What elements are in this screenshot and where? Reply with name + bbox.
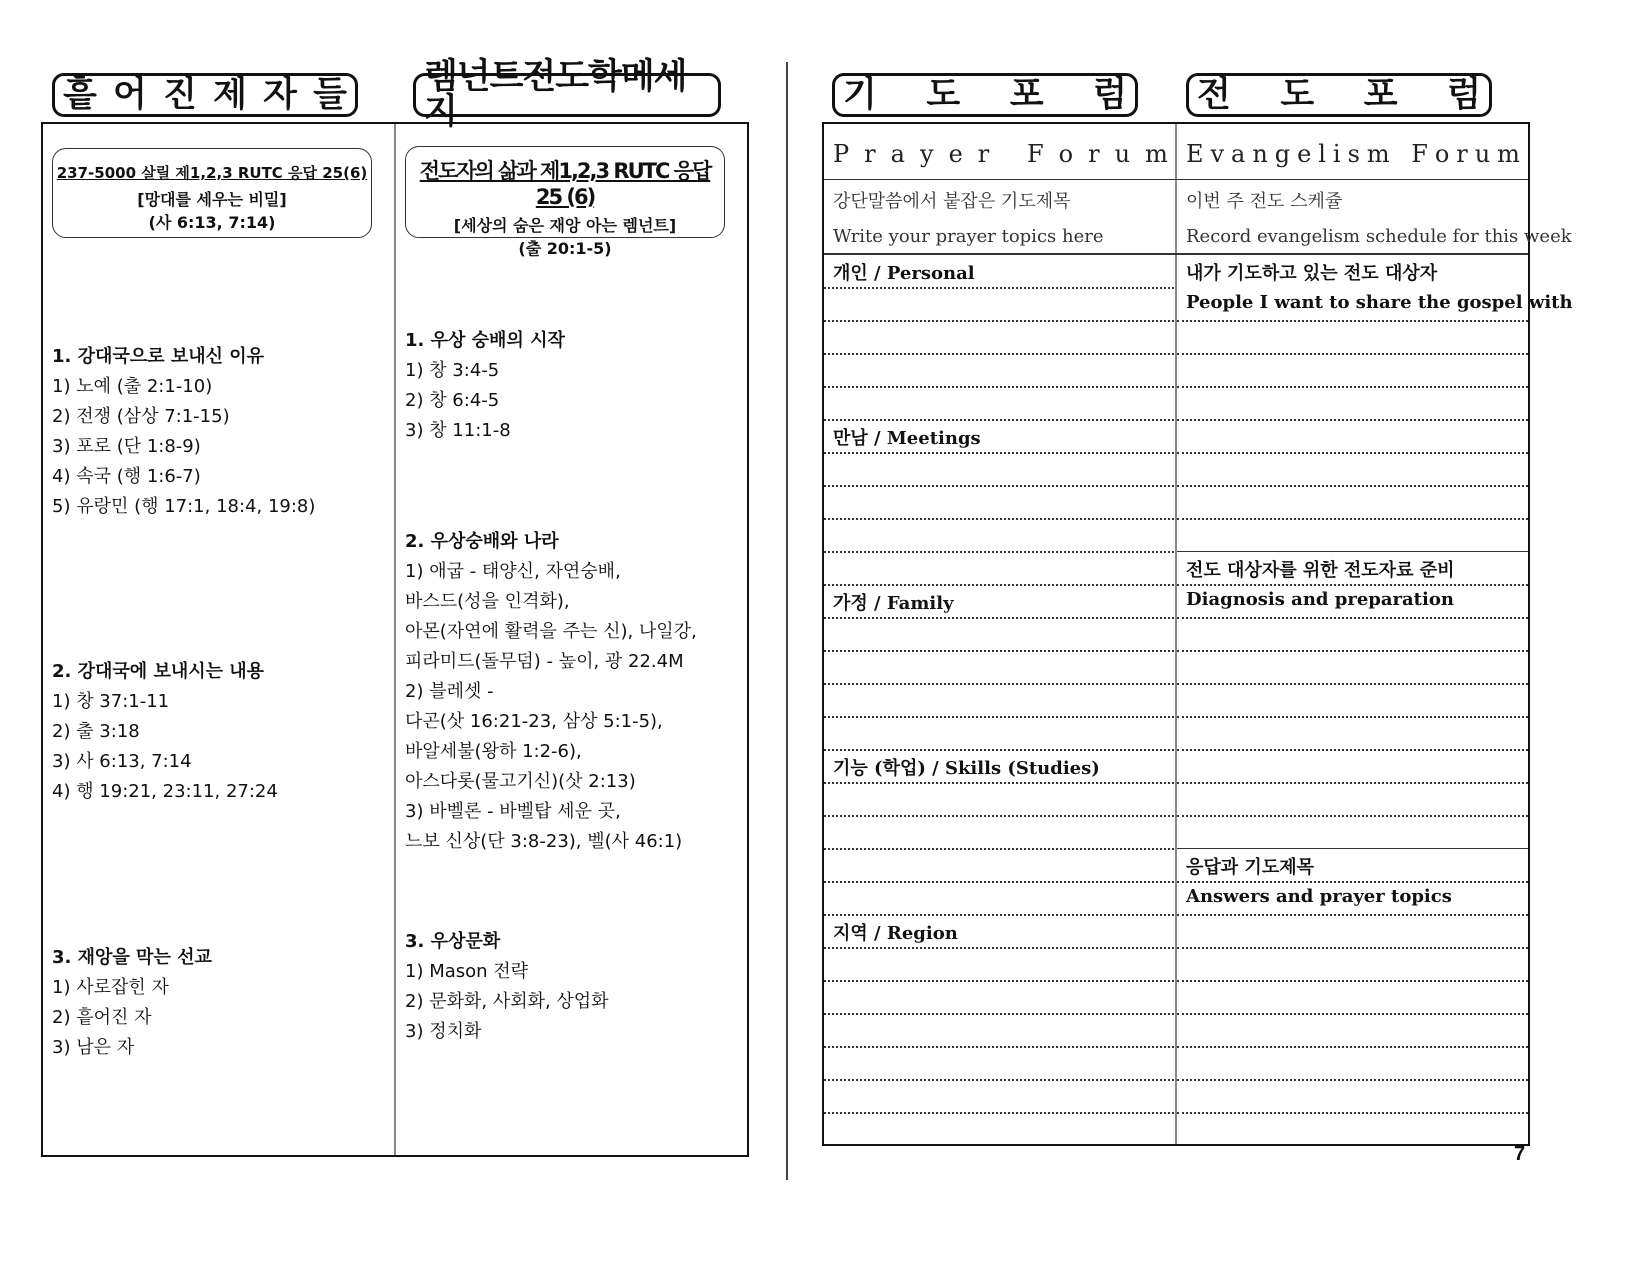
col1-section-3-item: 2) 흩어진 자 [52,1007,152,1028]
evangelism-title-letter-7: i [1332,140,1341,168]
header-scattered-disciples [52,73,358,117]
evangelism-dotted-line [1177,1046,1528,1048]
prayer-title-letter-5: r [977,140,990,168]
prayer-dotted-line [824,1046,1174,1048]
prayer-title-letter-3: y [920,140,934,168]
prayer-dotted-line [824,485,1174,487]
prayer-dotted-line [824,947,1174,949]
col1-ref: (사 6:13, 7:14) [148,213,276,232]
header-prayer-char-2: 포 [1009,74,1044,115]
col2-section-2-item: 느보 신상(단 3:8-23), 벨(사 46:1) [405,831,683,852]
prayer-label-family: 가정 / Family [833,593,954,614]
evangelism-dotted-line [1177,485,1528,487]
header-left-char-5: 들 [313,74,347,115]
header-remnant-message-text: 렘넌트전도학메세지 [424,57,687,132]
prayer-dotted-line [824,881,1174,883]
header-left-char-4: 자 [263,74,297,115]
prayer-title-letter-7: F [1026,140,1044,168]
col1-section-2-item: 2) 출 3:18 [52,721,140,742]
col1-section-1-item: 3) 포로 (단 1:8-9) [52,436,201,457]
evangelism-dotted-line [1177,386,1528,388]
evangelism-label-answers-en: Answers and prayer topics [1186,886,1452,907]
prayer-title-letter-6 [1004,140,1012,168]
evangelism-title-letter-11: F [1411,140,1428,168]
col2-section-2-item: 3) 바벨론 - 바벨탑 세운 곳, [405,801,621,822]
evangelism-title-letter-8: s [1347,140,1360,168]
prayer-dotted-line [824,683,1174,685]
prayer-dotted-line [824,1013,1174,1015]
evangelism-title-letter-5: e [1297,140,1312,168]
col1-section-3-item: 3) 남은 자 [52,1037,135,1058]
evangelism-dotted-line [1177,1013,1528,1015]
header-left-char-0: 흩 [63,74,97,115]
prayer-dotted-line [824,617,1174,619]
prayer-dotted-line [824,848,1174,850]
prayer-dotted-line [824,716,1174,718]
evangelism-group-rule [1177,848,1528,849]
evangelism-dotted-line [1177,650,1528,652]
col2-section-3 [405,927,609,1047]
prayer-dotted-line [824,980,1174,982]
col2-section-2-item: 아몬(자연에 활력을 주는 신), 나일강, [405,621,697,642]
evangelism-title-letter-15: m [1497,140,1520,168]
evangelism-sub-ko: 이번 주 전도 스케쥴 [1186,191,1343,212]
prayer-dotted-line [824,584,1174,586]
col1-section-2-item: 1) 창 37:1-11 [52,691,170,712]
evangelism-title-letter-6: l [1318,140,1326,168]
evangelism-dotted-line [1177,914,1528,916]
evangelism-dotted-line [1177,716,1528,718]
header-left-char-2: 진 [163,74,197,115]
evangelism-title-letter-9: m [1366,140,1390,168]
prayer-title-letter-1: r [864,140,876,168]
col2-section-3-item: 3) 정치화 [405,1021,482,1042]
col2-section-2-item: 다곤(삿 16:21-23, 삼상 5:1-5), [405,711,663,732]
prayer-label-personal: 개인 / Personal [833,263,975,284]
col1-section-1-item: 4) 속국 (행 1:6-7) [52,466,201,487]
evangelism-dotted-line [1177,683,1528,685]
col1-section-2-heading: 2. 강대국에 보내시는 내용 [52,661,265,682]
prayer-title-letter-8: o [1058,140,1074,168]
evangelism-dotted-line [1177,617,1528,619]
forum-grid-divider [1175,124,1177,1144]
evangelism-dotted-line [1177,320,1528,322]
evangelism-dotted-line [1177,1079,1528,1081]
evangelism-dotted-line [1177,782,1528,784]
prayer-dotted-line [824,914,1174,916]
evangelism-title-letter-2: a [1231,140,1246,168]
evangelism-label-targets-ko: 내가 기도하고 있는 전도 대상자 [1186,263,1438,284]
evangelism-label-answers-ko: 응답과 기도제목 [1186,857,1314,878]
col2-section-1 [405,326,565,446]
evangelism-dotted-line [1177,353,1528,355]
prayer-dotted-line [824,419,1174,421]
col2-section-2-item: 피라미드(돌무덤) - 높이, 광 22.4M [405,651,684,672]
col2-section-2 [405,527,697,857]
col1-section-2-item: 3) 사 6:13, 7:14 [52,751,192,772]
col1-section-1-heading: 1. 강대국으로 보내신 이유 [52,346,265,367]
evangelism-title-letter-4: g [1274,140,1291,168]
header-evangelism-char-3: 럼 [1447,74,1481,115]
col2-section-2-heading: 2. 우상숭배와 나라 [405,531,559,552]
evangelism-label-prep-ko: 전도 대상자를 위한 전도자료 준비 [1186,560,1455,581]
evangelism-group-rule [1177,551,1528,552]
prayer-title-letter-9: r [1088,140,1100,168]
col2-title: 전도자의 삶과 제1,2,3 RUTC 응답 25 (6) [419,159,711,209]
page-fold-line [786,62,788,1180]
col2-section-2-item: 2) 블레셋 - [405,681,494,702]
prayer-dotted-line [824,551,1174,553]
prayer-label-meetings: 만남 / Meetings [833,428,981,449]
evangelism-dotted-line [1177,815,1528,817]
evangelism-label-targets-en: People I want to share the gospel with [1186,292,1573,313]
prayer-forum-title [833,140,1168,168]
col2-section-1-item: 3) 창 11:1-8 [405,420,511,441]
col1-section-3-heading: 3. 재앙을 막는 선교 [52,947,212,968]
col1-subtitle: [망대를 세우는 비밀] [137,190,287,209]
header-prayer-forum [832,73,1138,117]
prayer-title-letter-4: e [948,140,963,168]
prayer-dotted-line [824,320,1174,322]
evangelism-title-letter-14: u [1474,140,1491,168]
prayer-title-letter-2: a [890,140,905,168]
prayer-title-letter-0: P [833,140,850,168]
evangelism-dotted-line [1177,881,1528,883]
col2-section-2-item: 바알세불(왕하 1:2-6), [405,741,582,762]
header-prayer-char-1: 도 [926,74,961,115]
col1-section-3-item: 1) 사로잡힌 자 [52,977,169,998]
evangelism-dotted-line [1177,584,1528,586]
evangelism-title-letter-1: v [1210,140,1225,168]
prayer-dotted-line [824,749,1174,751]
header-left-char-3: 제 [213,74,247,115]
col1-section-1 [52,342,315,522]
evangelism-title-letter-3: n [1252,140,1268,168]
header-evangelism-char-1: 도 [1280,74,1315,115]
prayer-label-region: 지역 / Region [833,923,958,944]
prayer-dotted-line [824,386,1174,388]
prayer-sub-en: Write your prayer topics here [833,226,1104,247]
col2-section-2-item: 아스다롯(물고기신)(삿 2:13) [405,771,636,792]
col1-title: 237-5000 살릴 제1,2,3 RUTC 응답 25(6) [56,164,368,182]
col2-section-3-item: 1) Mason 전략 [405,961,529,982]
prayer-dotted-line [824,782,1174,784]
col2-section-1-heading: 1. 우상 숭배의 시작 [405,330,565,351]
evangelism-title-letter-10 [1397,140,1405,168]
forum-subtitle-rule [824,253,1528,255]
prayer-dotted-line [824,452,1174,454]
evangelism-label-prep-en: Diagnosis and preparation [1186,589,1454,610]
header-left-char-1: 어 [113,74,147,115]
col2-subtitle: [세상의 숨은 재앙 아는 렘넌트] [453,216,677,235]
col1-section-1-item: 5) 유랑민 (행 17:1, 18:4, 19:8) [52,496,316,517]
evangelism-forum-title [1186,140,1520,168]
header-evangelism-forum [1186,73,1492,117]
evangelism-sub-en: Record evangelism schedule for this week [1186,226,1572,247]
col2-section-1-item: 1) 창 3:4-5 [405,360,500,381]
evangelism-dotted-line [1177,749,1528,751]
col1-title-pill [52,148,372,238]
col1-section-2 [52,657,278,807]
col2-section-1-item: 2) 창 6:4-5 [405,390,500,411]
evangelism-title-letter-0: E [1186,140,1204,168]
col2-section-2-item: 바스드(성을 인격화), [405,591,570,612]
prayer-dotted-line [824,287,1174,289]
prayer-dotted-line [824,650,1174,652]
prayer-dotted-line [824,353,1174,355]
prayer-dotted-line [824,1079,1174,1081]
evangelism-dotted-line [1177,452,1528,454]
col1-section-1-item: 1) 노예 (출 2:1-10) [52,376,213,397]
col2-title-pill [405,146,725,258]
header-remnant-message [413,57,721,132]
evangelism-dotted-line [1177,419,1528,421]
forum-title-rule [824,179,1528,180]
col2-section-3-heading: 3. 우상문화 [405,931,501,952]
col2-ref: (출 20:1-5) [518,239,612,258]
col1-section-2-item: 4) 행 19:21, 23:11, 27:24 [52,781,278,802]
left-column-divider [394,124,396,1155]
evangelism-title-letter-12: o [1434,140,1450,168]
header-prayer-char-0: 기 [843,74,877,115]
evangelism-dotted-line [1177,1112,1528,1114]
header-prayer-char-3: 럼 [1093,74,1127,115]
col1-section-1-item: 2) 전쟁 (삼상 7:1-15) [52,406,230,427]
col2-section-2-item: 1) 애굽 - 태양신, 자연숭배, [405,561,621,582]
header-evangelism-char-2: 포 [1363,74,1398,115]
prayer-label-skills: 기능 (학업) / Skills (Studies) [833,758,1100,779]
prayer-dotted-line [824,815,1174,817]
prayer-title-letter-10: u [1114,140,1131,168]
header-evangelism-char-0: 전 [1197,74,1231,115]
prayer-sub-ko: 강단말씀에서 붙잡은 기도제목 [833,191,1071,212]
evangelism-dotted-line [1177,947,1528,949]
evangelism-dotted-line [1177,980,1528,982]
evangelism-title-letter-13: r [1456,140,1468,168]
prayer-title-letter-11: m [1145,140,1168,168]
col1-section-3 [52,943,212,1063]
evangelism-dotted-line [1177,518,1528,520]
prayer-dotted-line [824,1112,1174,1114]
prayer-dotted-line [824,518,1174,520]
col2-section-3-item: 2) 문화화, 사회화, 상업화 [405,991,609,1012]
page-number: 7 [1514,1143,1526,1165]
